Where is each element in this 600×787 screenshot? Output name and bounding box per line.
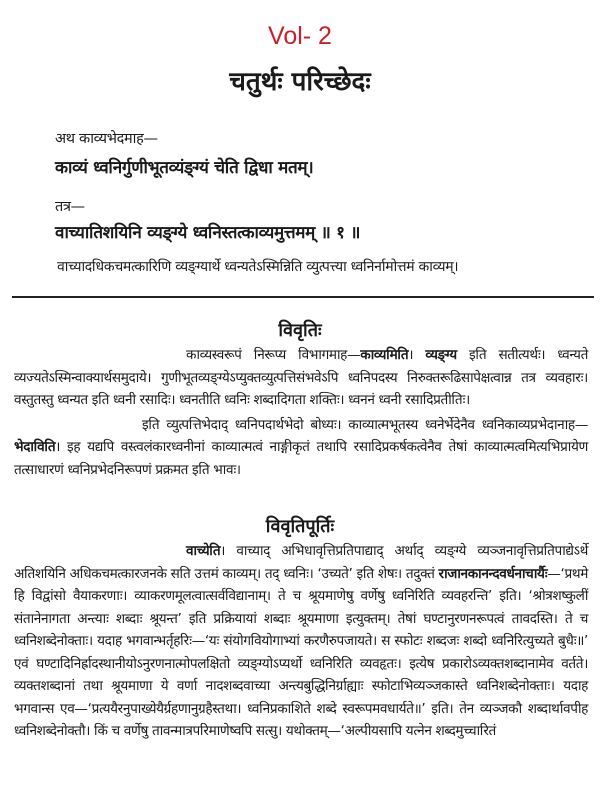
section-divider <box>12 296 594 298</box>
vivriti-body <box>14 344 588 481</box>
karika-verse-1: काव्यं ध्वनिर्गुणीभूतव्यंङ्ग्यं चेति द्विधा मतम्। <box>55 158 314 178</box>
chapter-title: चतुर्थः परिच्छेदः <box>229 67 371 97</box>
karika-intro: अथ काव्यभेदमाह— <box>55 131 158 147</box>
karika-explanation: वाच्यादधिकचमत्कारिणि व्यङ्ग्यार्थे ध्वन्यतेऽस्मिन्निति व्युत्पत्त्या ध्वनिर्नामोत्तमं काव्यम्। <box>57 259 459 275</box>
vivritipurti-body <box>14 540 588 743</box>
vivriti-paragraph-1: काव्यस्वरूपं निरूप्य विभागमाह—काव्यमिति। व्यङ्ग्य इति सतीत्यर्थः। ध्वन्यते व्यज्यतेऽस्मिन्वाक्यार्थसमुदाये। गुणीभूतव्यङ्ग्येऽप्युक्तव्युत्पत्तिसंभवेऽपि ध्वनिपदस्य निरुक्तरूढिसापेक्षत्वान्न तत्र व्यवहारः। वस्तुतस्तु ध्वन्यत इति ध्वनी रसादिः। ध्वनतीति ध्वनिः शब्दादिगता शक्तिः। ध्वननं ध्वनी रसादिप्रतीतिः। <box>14 347 588 408</box>
vivriti-title: विवृतिः <box>278 320 322 341</box>
volume-label: Vol- 2 <box>268 22 332 50</box>
karika-tatra: तत्र— <box>55 199 85 215</box>
vivritipurti-title: विवृतिपूर्तिः <box>265 516 335 537</box>
vivriti-paragraph-2: इति व्युत्पत्तिभेदाद् ध्वनिपदार्थभेदो बोध्यः। काव्यात्मभूतस्य ध्वनेर्भेदेनैव ध्वनिकाव्यप्रभेदानाह—भेदाविति। इह यद्यपि वस्त्वलंकारध्वनीनां काव्यात्मत्वं नाङ्गीकृतं तथापि रसादिप्रकर्षकत्वेनैव तेषां काव्यात्मत्वमित्यभिप्रायेण तत्साधारणं ध्वनिप्रभेदनिरूपणं प्रक्रमत इति भावः। <box>14 416 588 478</box>
karika-verse-2: वाच्यातिशयिनि व्यङ्ग्ये ध्वनिस्तत्काव्यमुत्तमम् ॥ १ ॥ <box>55 223 361 243</box>
vivritipurti-paragraph: वाच्येति। वाच्याद् अभिधावृत्तिप्रतिपाद्याद् अर्थाद् व्यङ्ग्ये व्यञ्जनावृत्तिप्रतिपाद्येऽर्थे अतिशयिनि अधिकचमत्कारजनके सति उत्तमं काव्यम्। तद् ध्वनिः। ‘उच्यते’ इति शेषः। तदुक्तं राजानकानन्दवर्धनाचार्यैः—‘प्रथमे हि विद्वांसो वैयाकरणाः। व्याकरणमूलत्वात्सर्वविद्यानाम्। ते च श्रूयमाणेषु वर्णेषु ध्वनिरिति व्यवहरन्ति’ इति। ‘श्रोत्रशष्कुलीं संतानेनागता अन्त्याः शब्दाः श्रूयन्त’ इति प्रक्रियायां शब्दाः श्रूयमाणा इत्युक्तम्। तेषां घण्टानुरणनरूपत्वं तावदस्ति। ते च ध्वनिशब्देनोक्ताः। यदाह भगवान्भर्तृहरिः—‘यः संयोगवियोगाभ्यां करणैरुपजायते। स स्फोटः शब्दजः शब्दो ध्वनिरित्युच्यते बुधैः॥’ एवं घण्टादिनिर्ह्रादस्थानीयोऽनुरणनात्मोपलक्षितो व्यङ्ग्योऽप्यर्थो ध्वनिरिति व्यवहृतः। इत्येष प्रकारोऽव्यक्तशब्दानामेव वर्तते। व्यक्तशब्दानां तथा श्रूयमाणा ये वर्णा नादशब्दवाच्या अन्त्यबुद्धिनिर्ग्राह्याः स्फोटाभिव्यञ्जकास्ते ध्वनिशब्देनोक्ताः। यदाह भगवान्स एव—‘प्रत्ययैरनुपाख्येयैर्ग्रहणानुग्रहैस्तथा। ध्वनिप्रकाशिते शब्दे स्वरूपमवधार्यते॥’ इति। तेन व्यञ्जकौ शब्दार्थावपीह ध्वनिशब्देनोक्तौ। किं च वर्णेषु तावन्मात्रपरिमाणेष्वपि सत्सु। यथोक्तम्—‘अल्पीयसापि यत्नेन शब्दमुच्चारितं <box>14 543 588 739</box>
